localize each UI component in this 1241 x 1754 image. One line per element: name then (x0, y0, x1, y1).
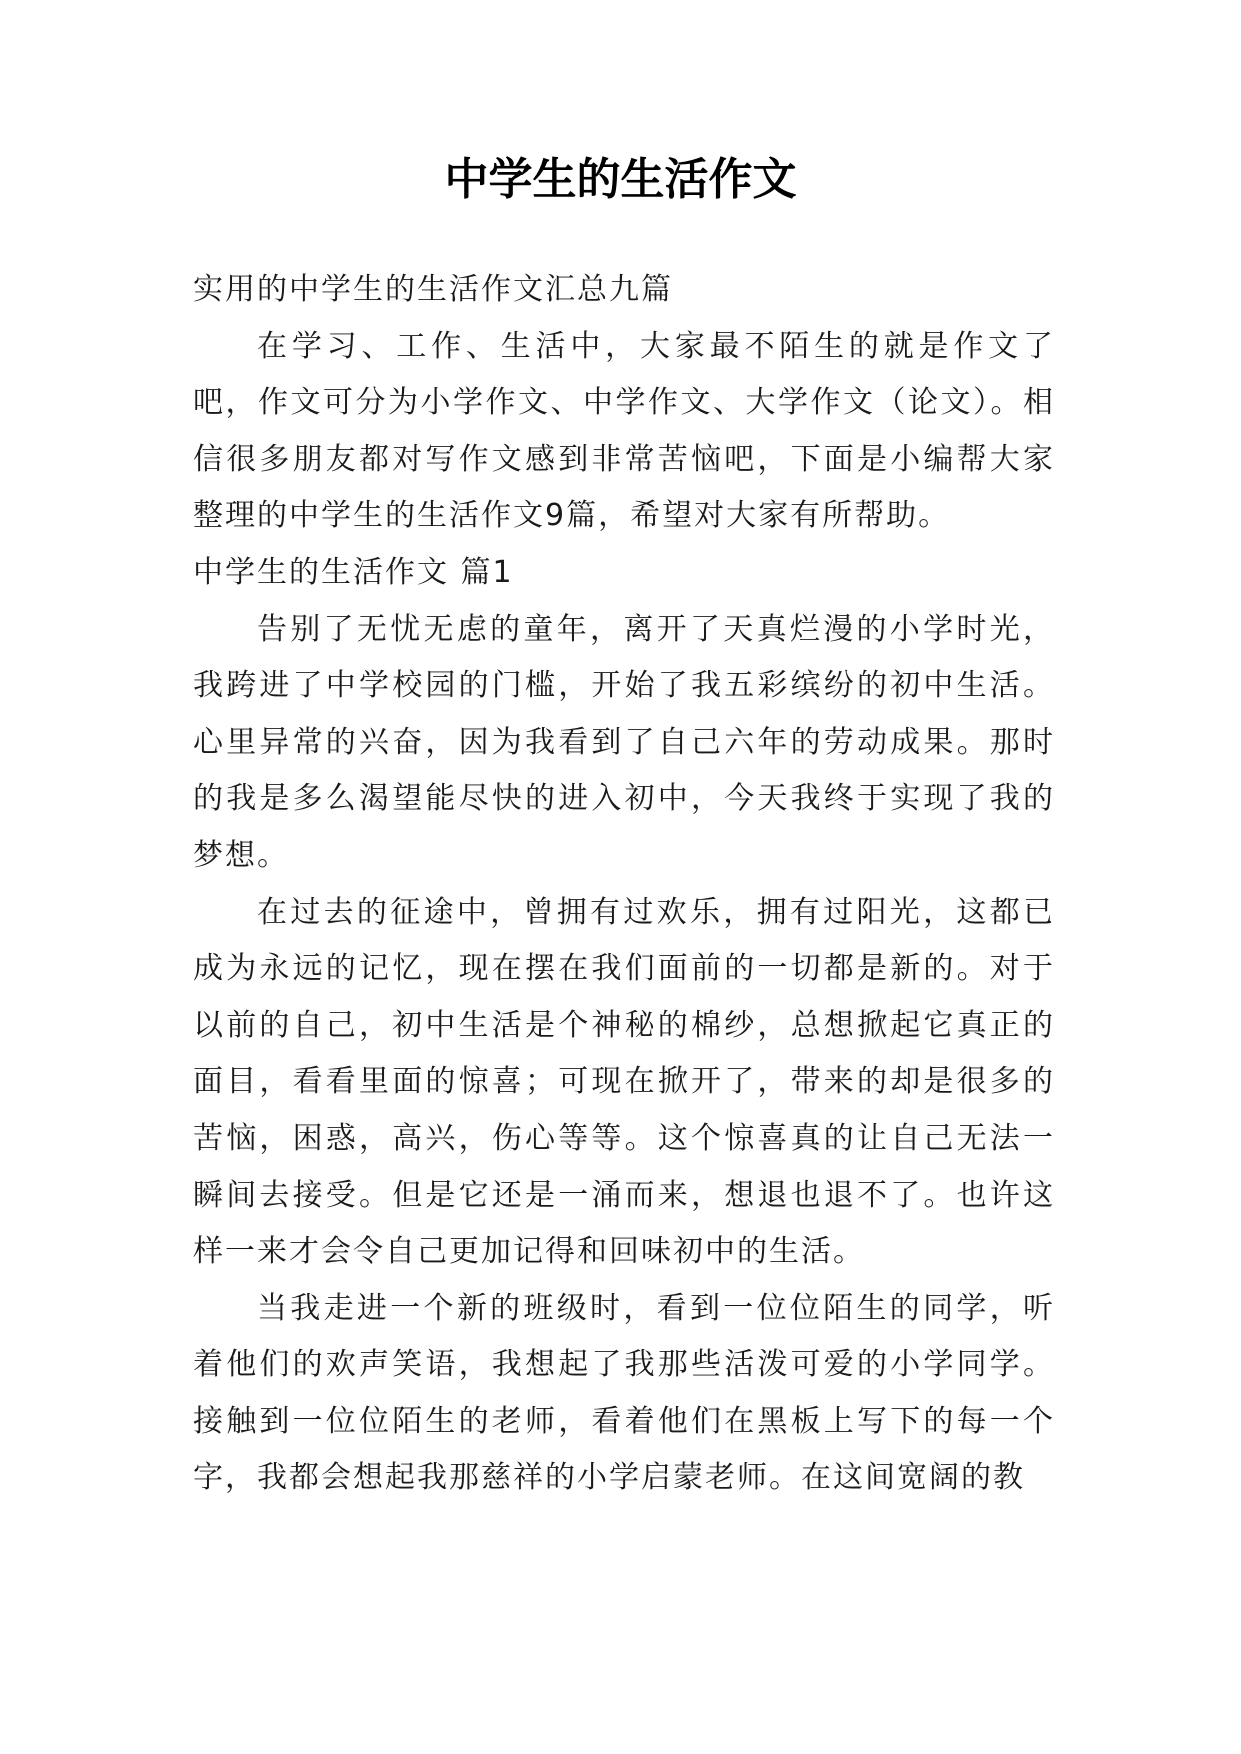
intro-paragraph: 在学习、工作、生活中，大家最不陌生的就是作文了吧，作文可分为小学作文、中学作文、大学作文（论文）。相信很多朋友都对写作文感到非常苦恼吧，下面是小编帮大家整理的中学生的生活作文9篇，希望对大家有所帮助。 (193, 328, 1055, 534)
section-heading: 中学生的生活作文 篇1 (193, 554, 514, 590)
body-paragraph: 当我走进一个新的班级时，看到一位位陌生的同学，听着他们的欢声笑语，我想起了我那些活泼可爱的小学同学。接触到一位位陌生的老师，看着他们在黑板上写下的每一个字，我都会想起我那慈祥的小学启蒙老师。在这间宽阔的教 (193, 1290, 1055, 1496)
body-paragraph: 在过去的征途中，曾拥有过欢乐，拥有过阳光，这都已成为永远的记忆，现在摆在我们面前的一切都是新的。对于以前的自己，初中生活是个神秘的棉纱，总想掀起它真正的面目，看看里面的惊喜；可现在掀开了，带来的却是很多的苦恼，困惑，高兴，伤心等等。这个惊喜真的让自己无法一瞬间去接受。但是它还是一涌而来，想退也退不了。也许这样一来才会令自己更加记得和回味初中的生活。 (193, 894, 1055, 1270)
document-title: 中学生的生活作文 (444, 154, 797, 205)
document-body (193, 262, 1055, 1507)
subtitle-line: 实用的中学生的生活作文汇总九篇 (193, 272, 673, 307)
body-paragraph: 告别了无忧无虑的童年，离开了天真烂漫的小学时光，我跨进了中学校园的门槛，开始了我五彩缤纷的初中生活。心里异常的兴奋，因为我看到了自己六年的劳动成果。那时的我是多么渴望能尽快的进入初中，今天我终于实现了我的梦想。 (193, 611, 1055, 873)
